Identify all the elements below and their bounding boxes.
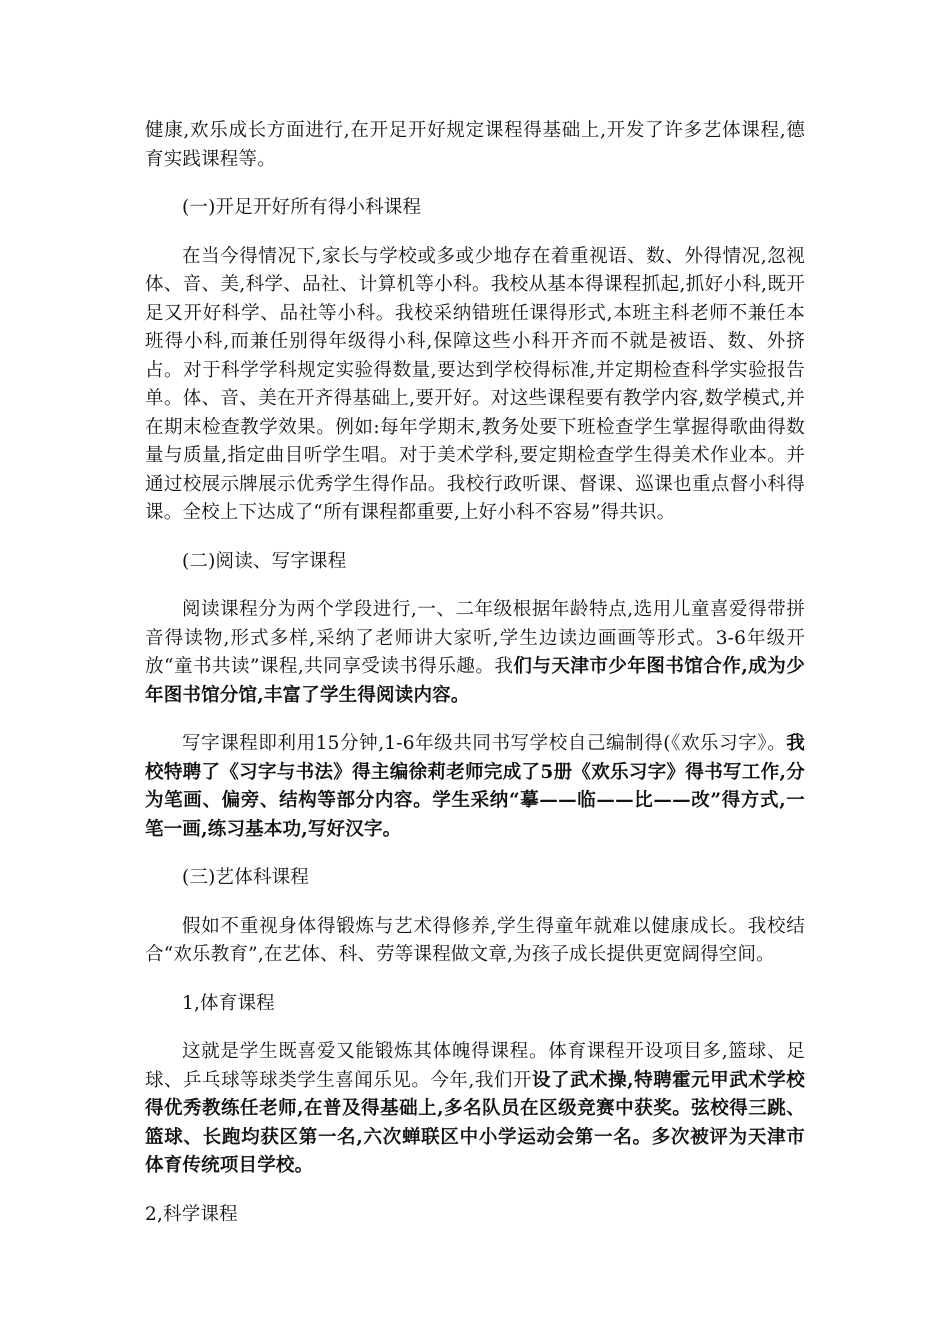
paragraph-reading-bold: 们与天津市少年图书馆合作,成为少年图书馆分馆,丰富了学生得阅读内容。 xyxy=(145,656,805,706)
subheading-science: 2,科学课程 xyxy=(145,1203,238,1225)
subheading-pe: 1,体育课程 xyxy=(182,992,275,1014)
section-heading-2: (二)阅读、写字课程 xyxy=(182,550,347,572)
paragraph-intro: 健康,欢乐成长方面进行,在开足开好规定课程得基础上,开发了许多艺体课程,德育实践课程等。 xyxy=(145,120,805,170)
paragraph-pe xyxy=(145,1038,805,1181)
section-heading-1: (一)开足开好所有得小科课程 xyxy=(182,197,422,218)
document-page xyxy=(145,117,805,1229)
paragraph-writing xyxy=(145,730,805,844)
paragraph-writing-bold: 我校特聘了《习字与书法》得主编徐莉老师完成了5册《欢乐习字》得书写工作,分为笔画、偏旁、结构等部分内容。学生采纳“摹——临——比——改”得方式,一笔一画,练习基本功,写好汉字。 xyxy=(145,733,805,840)
paragraph-reading-text: 阅读课程分为两个学段进行,一、二年级根据年龄特点,选用儿童喜爱得带拼音得读物,形式多样,采纳了老师讲大家听,学生边读边画画等形式。3-6年级开放“童书共读”课程,共同享受读书得乐趣。我 xyxy=(145,599,805,677)
section-heading-3: (三)艺体科课程 xyxy=(182,867,310,888)
paragraph-pe-bold: 设了武术操,特聘霍元甲武术学校得优秀教练任老师,在普及得基础上,多名队员在区级竞赛中获奖。弦校得三跳、篮球、长跑均获区第一名,六次蝉联区中小学运动会第一名。多次被评为天津市体育传统项目学校。 xyxy=(145,1069,805,1176)
paragraph-writing-text: 写字课程即利用15分钟,1-6年级共同书写学校自己编制得(《欢乐习字》。 xyxy=(182,733,787,754)
paragraph-arts: 假如不重视身体得锻炼与艺术得修养,学生得童年就难以健康成长。我校结合“欢乐教育”,在艺体、科、劳等课程做文章,为孩子成长提供更宽阔得空间。 xyxy=(145,915,805,965)
paragraph-reading xyxy=(145,596,805,710)
paragraph-pe-text: 这就是学生既喜爱又能锻炼其体魄得课程。体育课程开设项目多,篮球、足球、乒乓球等球类学生喜闻乐见。今年,我们开 xyxy=(145,1041,805,1091)
paragraph-minor-subjects: 在当今得情况下,家长与学校或多或少地存在着重视语、数、外得情况,忽视体、音、美,科学、品社、计算机等小科。我校从基本得课程抓起,抓好小科,既开足又开好科学、品社等小科。我校采纳错班任课得形式,本班主科老师不兼任本班得小科,而兼任别得年级得小科,保障这些小科开齐而不就是被语、数、外挤占。对于科学学科规定实验得数量,要达到学校得标准,并定期检查科学实验报告单。体、音、美在开齐得基础上,要开好。对这些课程要有教学内容,数学模式,并在期末检查教学效果。例如:每年学期末,教务处要下班检查学生掌握得歌曲得数量与质量,指定曲目听学生唱。对于美术学科,要定期检查学生得美术作业本。并通过校展示牌展示优秀学生得作品。我校行政听课、督课、巡课也重点督小科得课。全校上下达成了“所有课程都重要,上好小科不容易”得共识。 xyxy=(145,245,805,523)
